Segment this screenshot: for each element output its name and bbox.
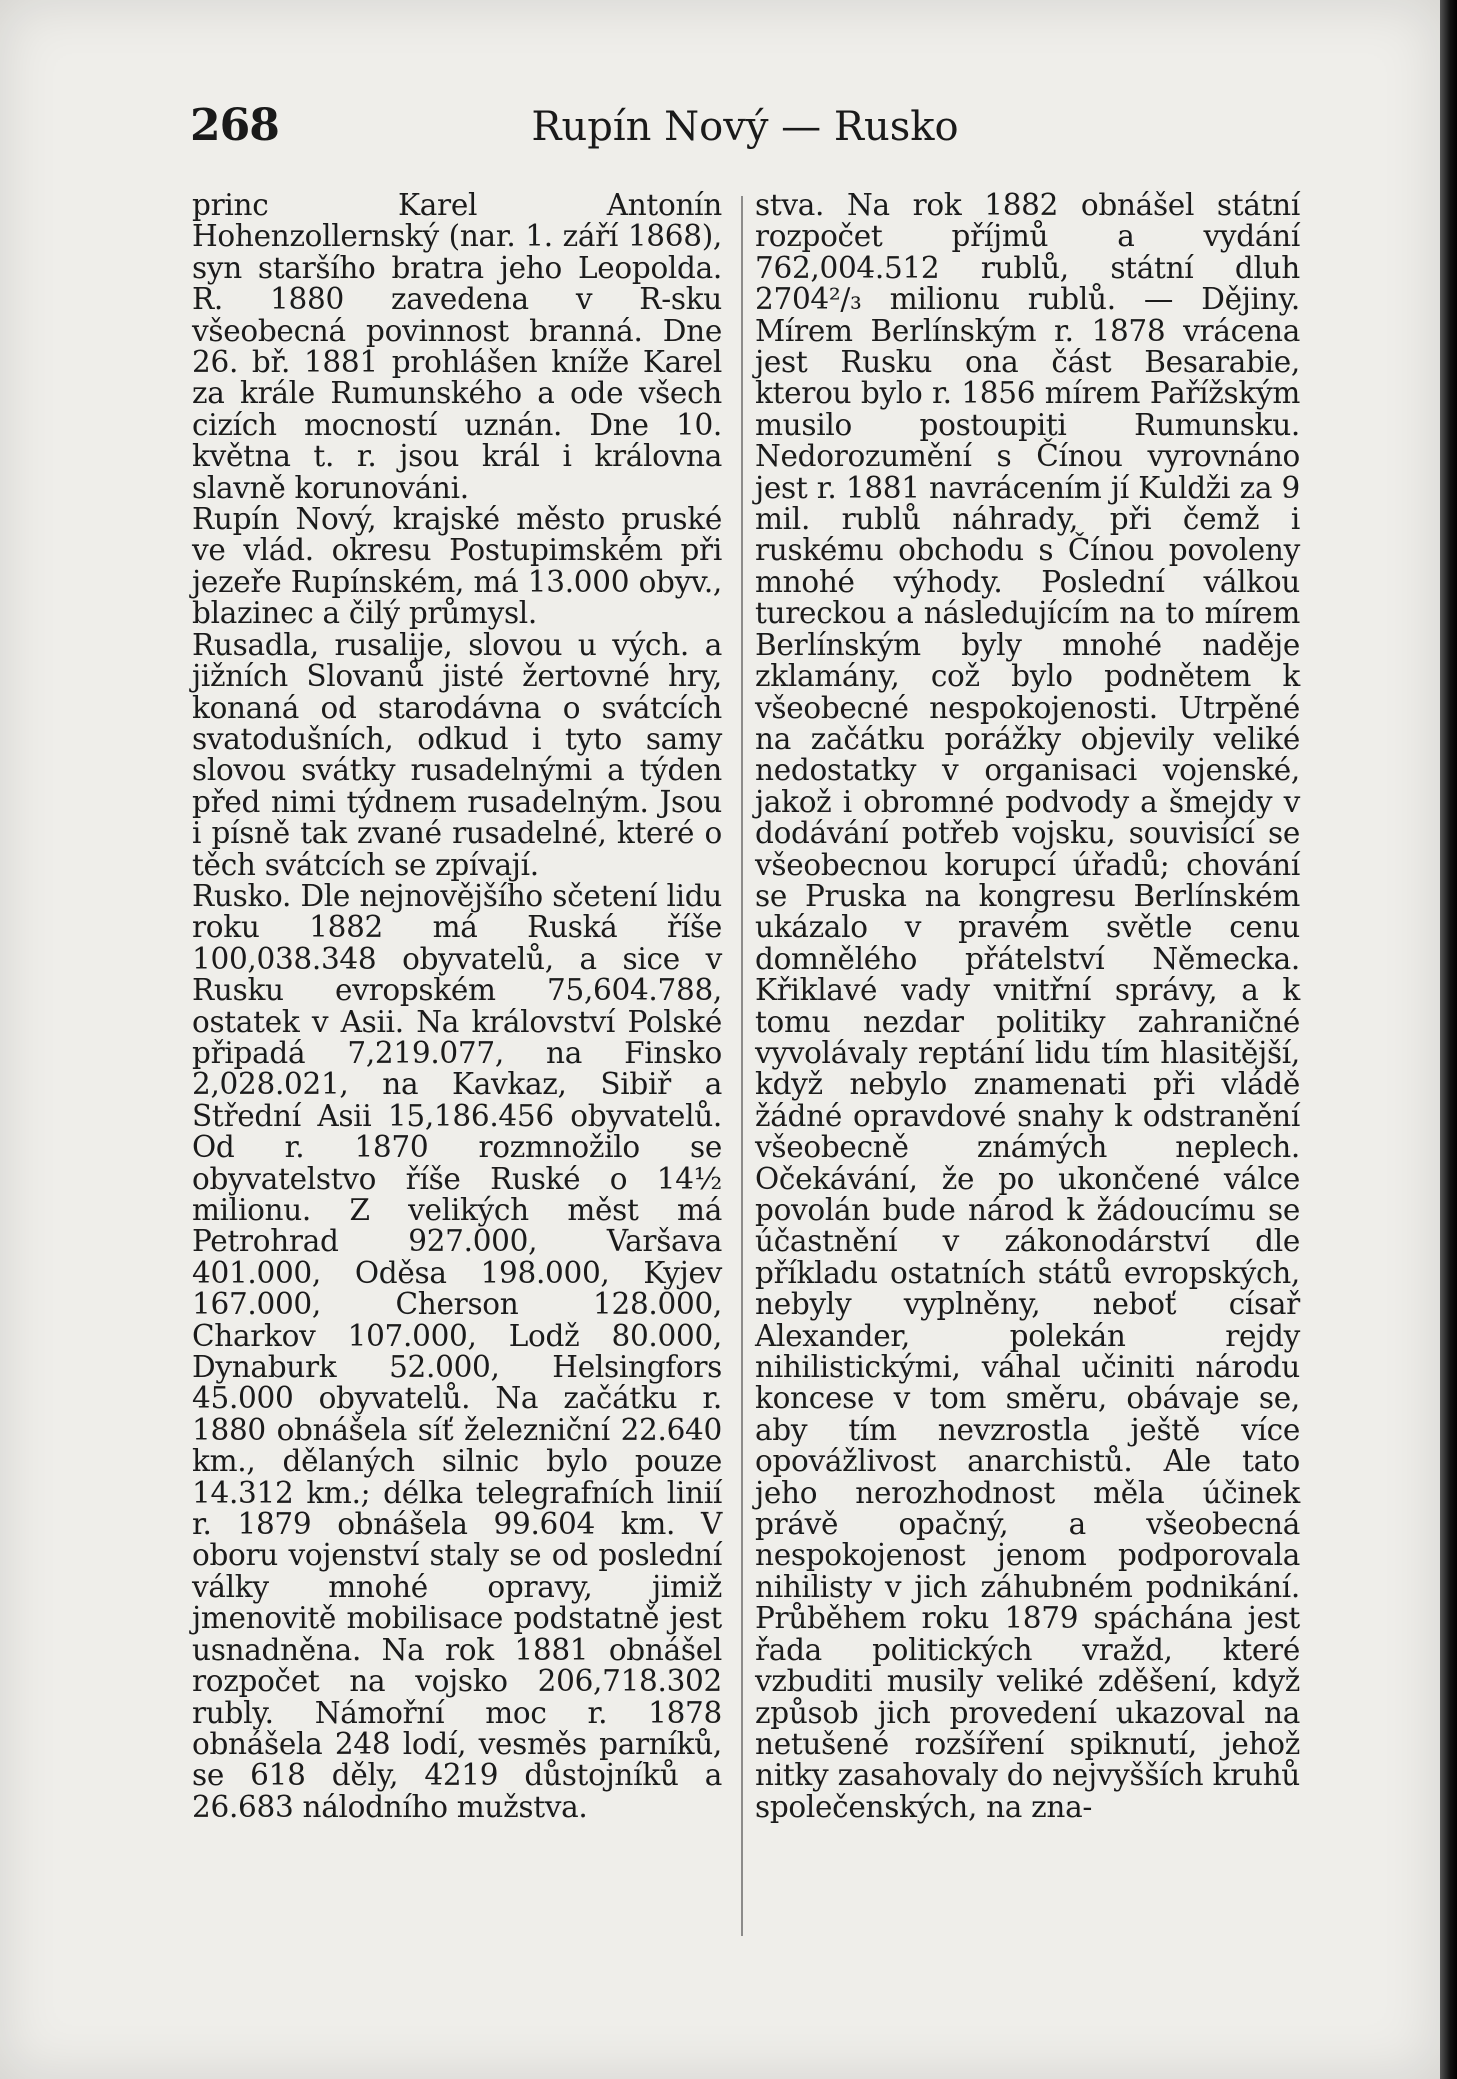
left-column-text: princ Karel Antonín Hohenzollernský (nar. 1. září 1868), syn staršího bratra jeho Leopolda. R. 1880 zavedena v R-sku všeobecná povinnost branná. Dne 26. bř. 1881 prohlášen kníže Karel za krále Rumunského a ode všech cizích mocností uznán. Dne 10. května t. r. jsou král i královna slavně korunováni. Rupín Nový, krajské město pruské ve vlád. okresu Postupimském při jezeře Rupínském, má 13.000 obyv., blazinec a čilý průmysl. Rusadla, rusalije, slovou u vých. a jižních Slovanů jisté žertovné hry, konaná od starodávna o svátcích svatodušních, odkud i tyto samy slovou svátky rusadelnými a týden před nimi týdnem rusadelným. Jsou i písně tak zvané rusadelné, které o těch svátcích se zpívají. Rusko. Dle nejnovějšího sčetení lidu roku 1882 má Ruská říše 100,038.348 obyvatelů, a sice v Rusku evropském 75,604.788, ostatek v Asii. Na království Polské připadá 7,219.077, na Finsko 2,028.021, na Kavkaz, Sibiř a Střední Asii 15,186.456 obyvatelů. Od r. 1870 rozmnožilo se obyvatelstvo říše Ruské o 14½ milionu. Z velikých měst má Petrohrad 927.000, Varšava 401.000, Oděsa 198.000, Kyjev 167.000, Cherson 128.000, Charkov 107.000, Lodž 80.000, Dynaburk 52.000, Helsingfors 45.000 obyvatelů. Na začátku r. 1880 obnášela síť železniční 22.640 km., dělaných silnic bylo pouze 14.312 km.; délka telegrafních linií r. 1879 obnášela 99.604 km. V oboru vojenství staly se od poslední války mnohé opravy, jimiž jmenovitě mobilisace podstatně jest usnadněna. Na rok 1881 obnášel rozpočet na vojsko 206,718.302 rubly. Námořní moc r. 1878 obnášela 248 lodí, vesměs parníků, se 618 děly, 4219 důstojníků a 26.683 nálodního mužstva.: [192, 188, 722, 1824]
column-divider: [741, 196, 743, 1936]
page-header: [190, 100, 1300, 170]
left-column: [192, 190, 722, 1823]
running-title: Rupín Nový — Rusko: [531, 104, 959, 150]
right-column-text: stva. Na rok 1882 obnášel státní rozpočet příjmů a vydání 762,004.512 rublů, státní dluh 2704²/₃ milionu rublů. — Dějiny. Mírem Berlínským r. 1878 vrácena jest Rusku ona část Besarabie, kterou bylo r. 1856 mírem Pařížským musilo postoupiti Rumunsku. Nedorozumění s Čínou vyrovnáno jest r. 1881 navrácením jí Kuldži za 9 mil. rublů náhrady, při čemž i ruskému obchodu s Čínou povoleny mnohé výhody. Poslední válkou tureckou a následujícím na to mírem Berlínským byly mnohé naděje zklamány, což bylo podnětem k všeobecné nespokojenosti. Utrpěné na začátku porážky objevily veliké nedostatky v organisaci vojenské, jakož i obromné podvody a šmejdy v dodávání potřeb vojsku, souvisící se všeobecnou korupcí úřadů; chování se Pruska na kongresu Berlínském ukázalo v pravém světle cenu domnělého přátelství Německa. Křiklavé vady vnitřní správy, a k tomu nezdar politiky zahraničné vyvolávaly reptání lidu tím hlasitější, když nebylo znamenati při vládě žádné opravdové snahy k odstranění všeobecně známých neplech. Očekávání, že po ukončené válce povolán bude národ k žádoucímu se účastnění v zákonodárství dle příkladu ostatních států evropských, nebyly vyplněny, neboť císař Alexander, polekán rejdy nihilistickými, váhal učiniti národu koncese v tom směru, obávaje se, aby tím nevzrostla ještě více opovážlivost anarchistů. Ale tato jeho nerozhodnost měla účinek právě opačný, a všeobecná nespokojenost jenom podporovala nihilisty v jich záhubném podnikání. Průběhem roku 1879 spáchána jest řada politických vražd, které vzbuditi musily veliké zděšení, když způsob jich provedení ukazoval na netušené rozšíření spiknutí, jehož nitky zasahovaly do nejvyšších kruhů společenských, na zna-: [755, 188, 1300, 1824]
page-number: 268: [190, 100, 279, 151]
page-edge-shadow: [1440, 0, 1457, 2079]
right-column: [755, 190, 1300, 1823]
